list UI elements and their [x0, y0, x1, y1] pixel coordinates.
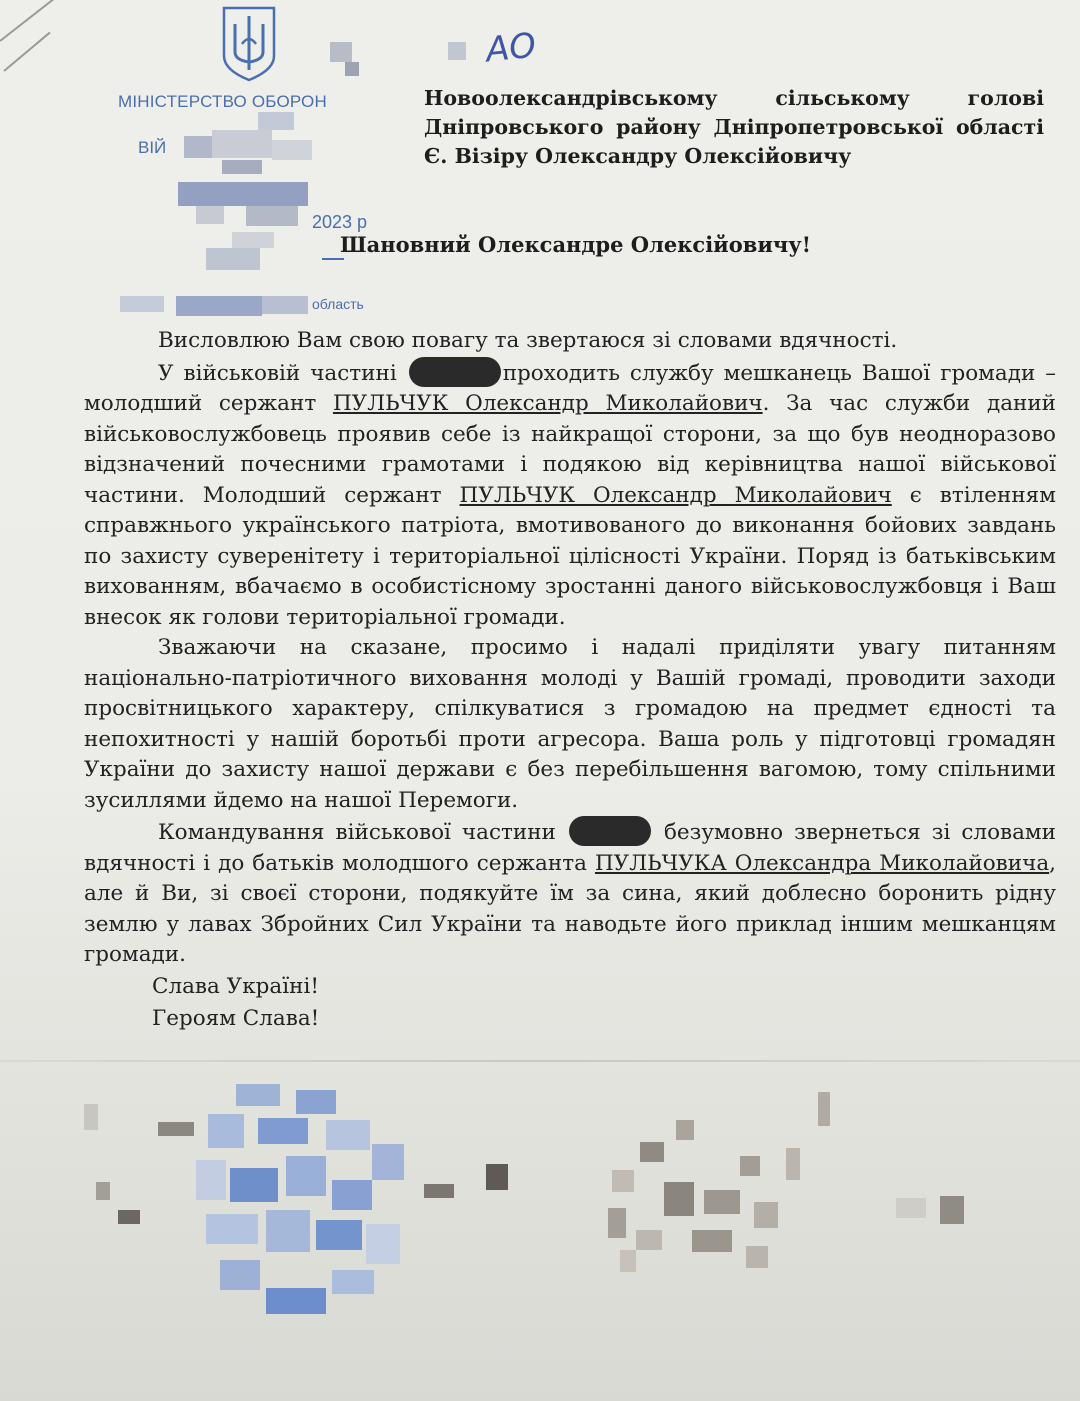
- paragraph-3: Зважаючи на сказане, просимо і надалі приділяти увагу питанням національно-патріотичного виховання молоді у Вашій громаді, проводити заходи просвітницького характеру, спілкуватися з громадою на предмет єдності та непохитності у нашій боротьбі проти агресора. Ваша роль у підготовці громадян України до захисту нашої держави є без перебільшення вагомою, тому спільними зусиллями йдемо на нашої Перемоги.: [84, 635, 1056, 813]
- unit-label: ВІЙ: [138, 138, 167, 157]
- unit-number-redaction: [409, 357, 501, 387]
- page-fold: [0, 1060, 1080, 1062]
- p2-text-c: . За час служби даний військовослужбовець проявив себе із найкращої сторони, за що був неодноразово відзначений почесними грамотами і подякою від керівництва нашої військової частини. Молодший сержант: [84, 391, 1057, 508]
- p2-text-b: проходить службу мешканець Вашої громади – молодший сержант: [84, 360, 1057, 416]
- p4-text-c: , але й Ви, зі своєї сторони, подякуйте їм за сина, який доблесно боронить рідну землю у лавах Збройних Сил України та наводьте його приклад іншим мешканцям громади.: [84, 850, 1056, 967]
- date-fragment: 2023 р: [312, 212, 368, 232]
- soldier-name-1: ПУЛЬЧУК Олександр Миколайович: [332, 391, 763, 416]
- letter-body: [84, 326, 1056, 1035]
- closing-line-2: Героям Слава!: [152, 1005, 320, 1031]
- region-fragment: область: [312, 296, 364, 312]
- closing-line-1: Слава Україні!: [152, 973, 319, 999]
- soldier-name-3: ПУЛЬЧУКА Олександра Миколайовича: [594, 850, 1050, 876]
- number-underline: [322, 258, 344, 260]
- signature-redaction: [600, 1090, 840, 1290]
- ministry-label: МІНІСТЕРСТВО ОБОРОН: [118, 92, 327, 111]
- salutation: Шановний Олександре Олексійовичу!: [340, 232, 811, 257]
- p2-text-d: є втіленням справжнього українського патріота, вмотивованого до виконання бойових завдань по захисту суверенітету і територіальної цілісності України. Поряд із батьківським вихованням, вбачаємо в особистісному зростанні даного військовослужбовця і Ваш внесок як голови територіальної громади.: [84, 482, 1056, 630]
- addressee-line-1: Новоолександрівському сільському голові: [424, 86, 1044, 110]
- unit-number-redaction-2: [569, 816, 651, 846]
- paper-clip-inner: [3, 32, 50, 72]
- p2-text-a: У військовій частині: [158, 360, 397, 386]
- p4-text-b: безумовно звернеться зі словами вдячності і до батьків молодшого сержанта: [84, 820, 1056, 876]
- paragraph-4: [84, 816, 1056, 971]
- paragraph-1: Висловлюю Вам свою повагу та звертаюся зі словами вдячності.: [158, 328, 898, 353]
- addressee-line-3: Є. Візіру Олександру Олексійовичу: [424, 144, 852, 168]
- soldier-name-2: ПУЛЬЧУК Олександр Миколайович: [459, 482, 892, 508]
- addressee-block: [424, 84, 1044, 171]
- trident-emblem-icon: [218, 4, 280, 82]
- stamp-redaction: [196, 1084, 416, 1316]
- handwritten-note: АО: [484, 25, 538, 71]
- paragraph-2: [84, 357, 1056, 634]
- p4-text-a: Командування військової частини: [158, 820, 556, 845]
- addressee-line-2: Дніпровського району Дніпропетровської області: [424, 115, 1044, 139]
